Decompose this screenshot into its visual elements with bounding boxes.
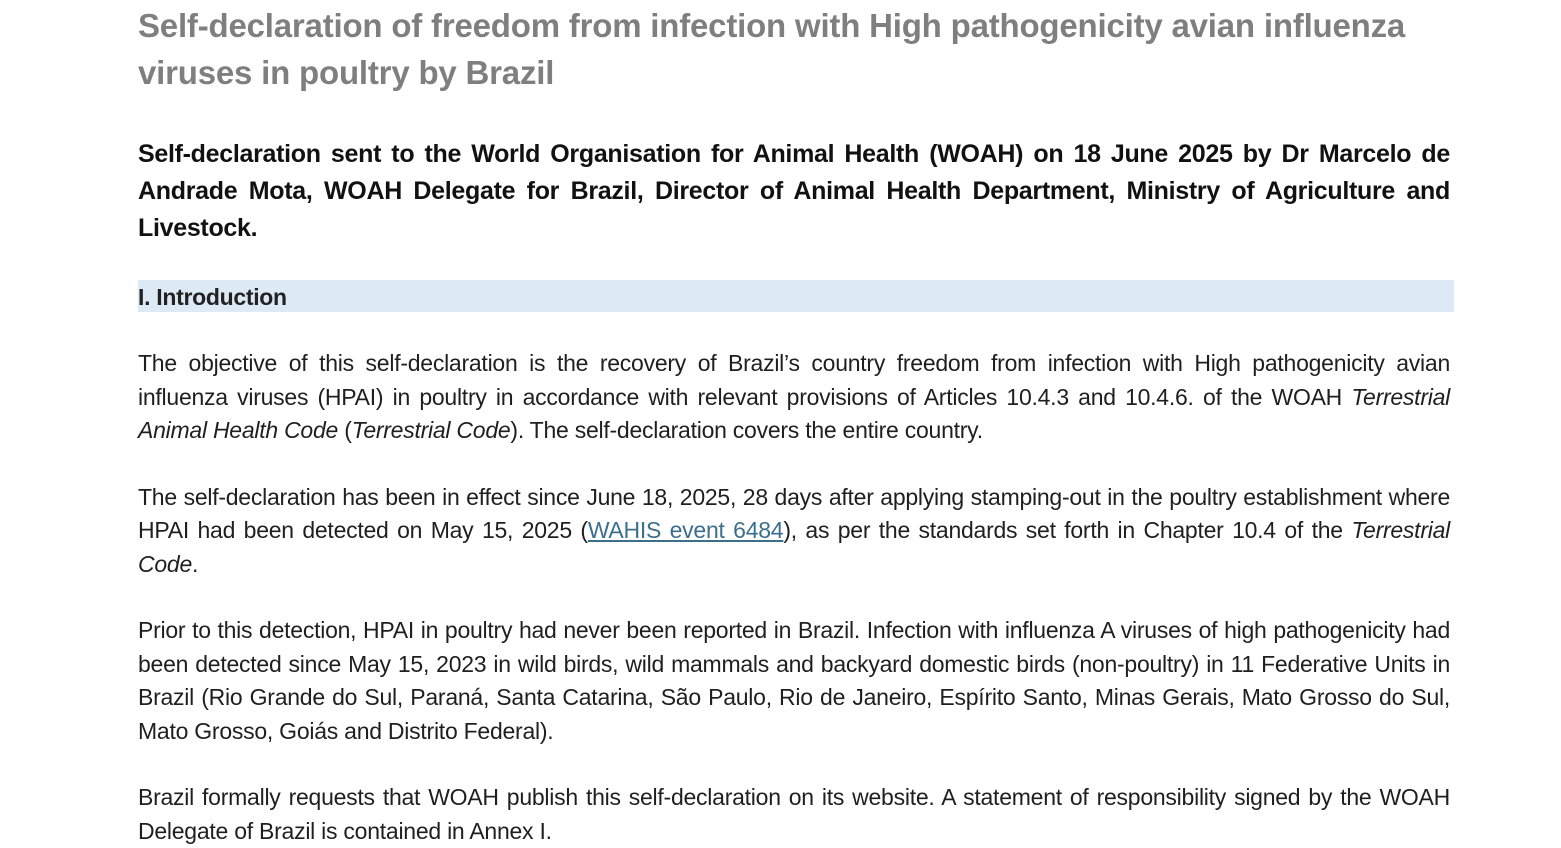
document-subtitle: Self-declaration sent to the World Organisation for Animal Health (WOAH) on 18 June 2025 by Dr Marcelo de Andrade Mota, WOAH Delegate for Brazil, Director of Animal Health Department, Ministry of Agriculture and Livestock. — [138, 140, 1450, 242]
document-title: Self-declaration of freedom from infection with High pathogenicity avian influenza viruses in poultry by Brazil — [138, 7, 1406, 91]
paragraph-effect-text-3: . — [191, 550, 199, 577]
paragraph-objective — [138, 347, 1450, 448]
paragraph-objective-text-2: ( — [338, 417, 352, 443]
paragraph-effect — [138, 481, 1450, 582]
paragraph-effect-text-1: The self-declaration has been in effect since June 18, 2025, 28 days after applying stamping-out in the poultry establishment where HPAI had been detected on May 15, 2025 ( — [138, 483, 1450, 543]
paragraph-prior-detection: Prior to this detection, HPAI in poultry had never been reported in Brazil. Infection with influenza A viruses of high pathogenicity had been detected since May 15, 2023 in wild birds, wild mammals and backyard domestic birds (non-poultry) in 11 Federative Units in Brazil (Rio Grande do Sul, Paraná, Santa Catarina, São Paulo, Rio de Janeiro, Espírito Santo, Minas Gerais, Mato Grosso do Sul, Mato Grosso, Goiás and Distrito Federal). — [138, 617, 1450, 744]
terrestrial-code-italic-2: Terrestrial Code — [138, 517, 1450, 577]
wahis-event-link[interactable]: WAHIS event 6484 — [587, 517, 784, 543]
terrestrial-animal-health-code-italic: Terrestrial Animal Health Code — [138, 383, 1450, 443]
paragraph-objective-text-1: The objective of this self-declaration is the recovery of Brazil’s country freedom from infection with High pathogenicity avian influenza viruses (HPAI) in poultry in accordance with relevant provisions of Articles 10.4.3 and 10.4.6. of the WOAH — [138, 350, 1450, 410]
document-page — [138, 0, 1450, 848]
paragraph-publication-request: Brazil formally requests that WOAH publish this self-declaration on its website. A statement of responsibility signed by the WOAH Delegate of Brazil is contained in Annex I. — [138, 784, 1450, 844]
terrestrial-code-italic: Terrestrial Code — [351, 417, 511, 443]
paragraph-effect-text-2: ), as per the standards set forth in Chapter 10.4 of the — [783, 517, 1352, 543]
section-heading-introduction: I. Introduction — [138, 280, 1454, 312]
paragraph-objective-text-3: ). The self-declaration covers the entire country. — [510, 417, 983, 443]
